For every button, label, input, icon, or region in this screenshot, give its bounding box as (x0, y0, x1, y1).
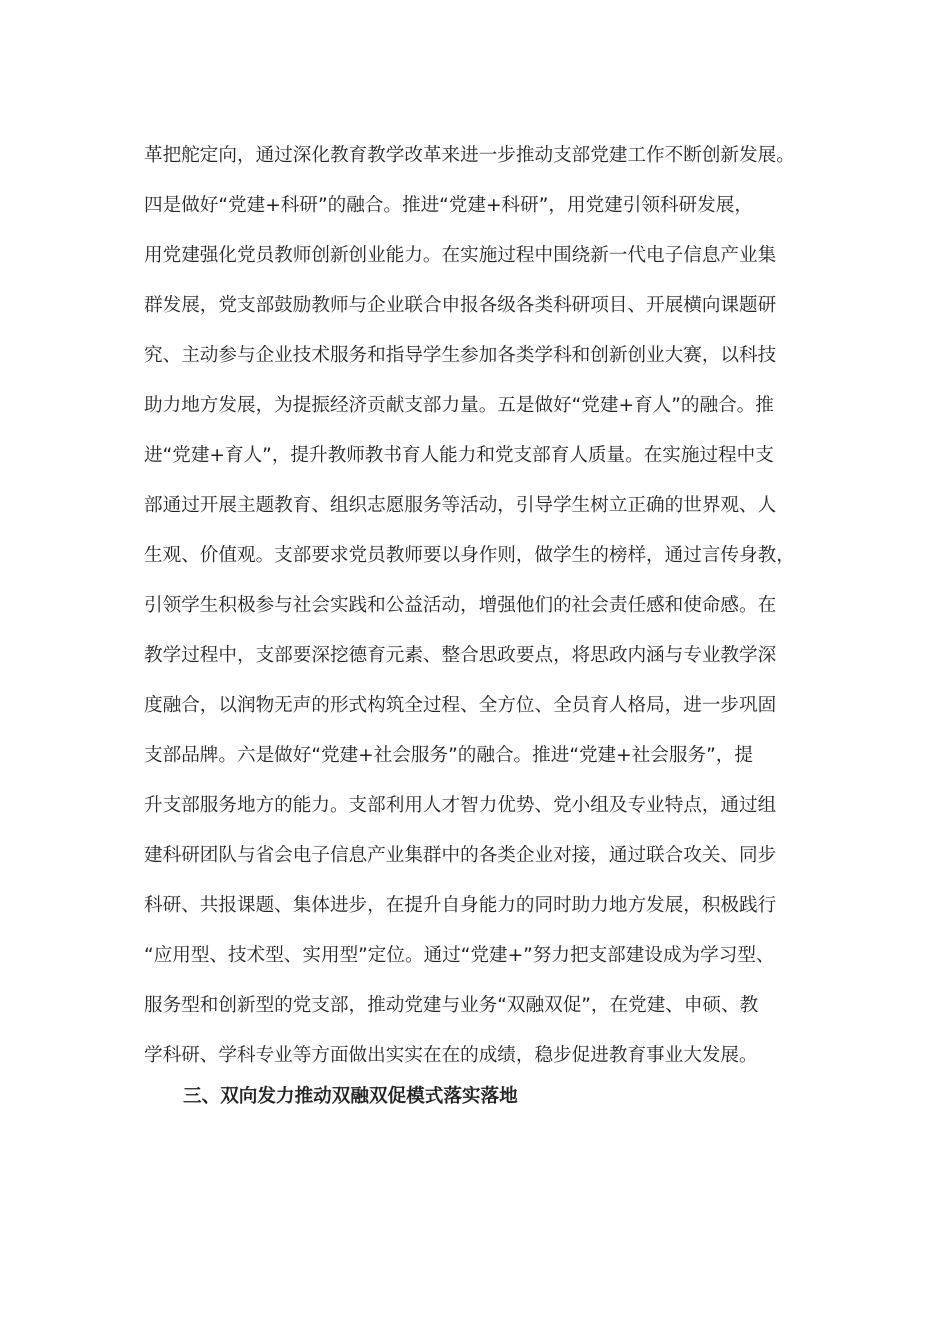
paragraph-line: 科研、共报课题、集体进步，在提升自身能力的同时助力地方发展，积极践行 (144, 895, 777, 916)
paragraph-line: 度融合，以润物无声的形式构筑全过程、全方位、全员育人格局，进一步巩固 (144, 695, 777, 716)
section-heading: 三、双向发力推动双融双促模式落实落地 (183, 1086, 518, 1107)
paragraph-line: 进“党建+育人”，提升教师教书育人能力和党支部育人质量。在实施过程中支 (144, 445, 774, 466)
paragraph-line: 四是做好“党建+科研”的融合。推进“党建+科研”，用党建引领科研发展， (144, 195, 753, 216)
paragraph-line: 引领学生积极参与社会实践和公益活动，增强他们的社会责任感和使命感。在 (144, 595, 777, 616)
paragraph-line: 部通过开展主题教育、组织志愿服务等活动，引导学生树立正确的世界观、人 (144, 495, 777, 516)
paragraph-line: 用党建强化党员教师创新创业能力。在实施过程中围绕新一代电子信息产业集 (144, 245, 777, 266)
paragraph-line: 生观、价值观。支部要求党员教师要以身作则，做学生的榜样，通过言传身教， (144, 545, 795, 566)
paragraph-line: 升支部服务地方的能力。支部利用人才智力优势、党小组及专业特点，通过组 (144, 795, 777, 816)
paragraph-line: 学科研、学科专业等方面做出实实在在的成绩，稳步促进教育事业大发展。 (144, 1045, 758, 1066)
paragraph-line: 助力地方发展，为提振经济贡献支部力量。五是做好“党建+育人”的融合。推 (144, 395, 774, 416)
paragraph-line: 教学过程中，支部要深挖德育元素、整合思政要点，将思政内涵与专业教学深 (144, 645, 777, 666)
body-paragraph (144, 131, 824, 1081)
paragraph-line: 建科研团队与省会电子信息产业集群中的各类企业对接，通过联合攻关、同步 (144, 845, 777, 866)
paragraph-line: “应用型、技术型、实用型”定位。通过“党建+”努力把支部建设成为学习型、 (144, 945, 775, 966)
paragraph-line: 究、主动参与企业技术服务和指导学生参加各类学科和创新创业大赛，以科技 (144, 345, 777, 366)
paragraph-line: 支部品牌。六是做好“党建+社会服务”的融合。推进“党建+社会服务”，提 (144, 745, 753, 766)
paragraph-line: 群发展，党支部鼓励教师与企业联合申报各级各类科研项目、开展横向课题研 (144, 295, 777, 316)
paragraph-line: 服务型和创新型的党支部，推动党建与业务“双融双促”，在党建、申硕、教 (144, 995, 759, 1016)
paragraph-line: 革把舵定向，通过深化教育教学改革来进一步推动支部党建工作不断创新发展。 (144, 145, 795, 166)
